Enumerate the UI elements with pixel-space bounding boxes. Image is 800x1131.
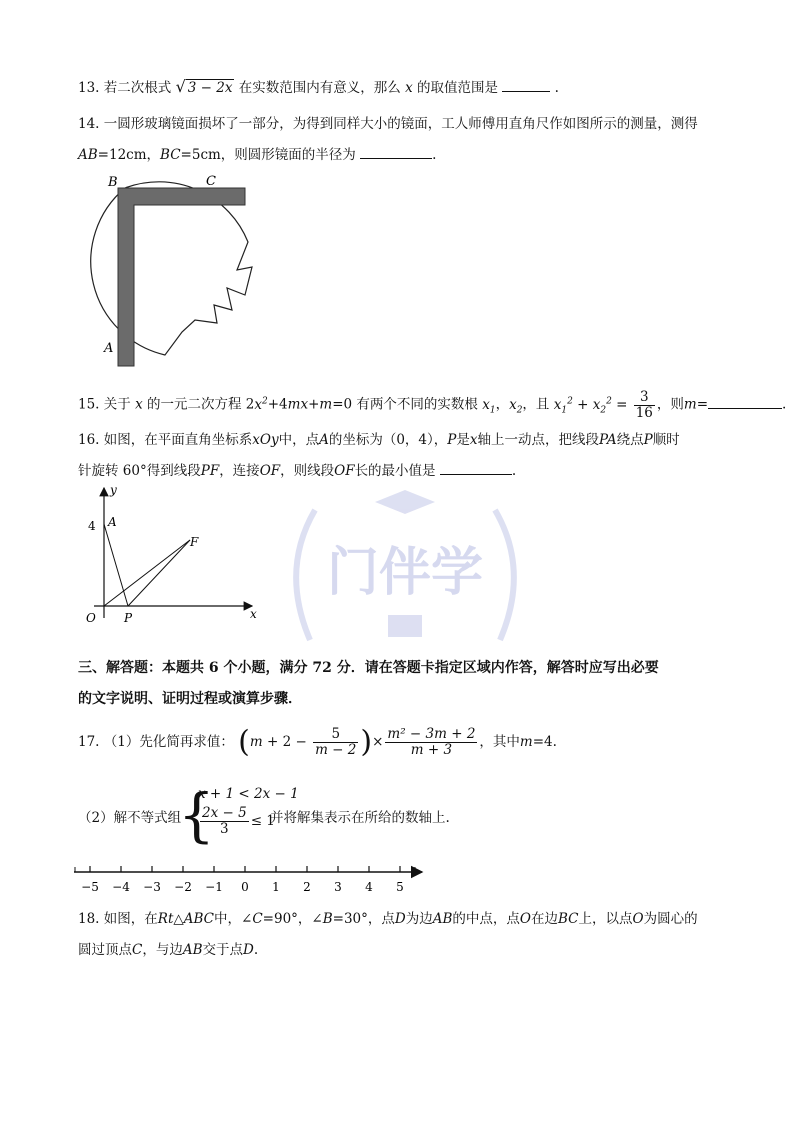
number-line-label: 1 — [272, 880, 280, 894]
label-B: B — [108, 175, 118, 190]
q17-ineq2-frac — [200, 806, 249, 837]
question-14-line1 — [78, 112, 698, 132]
q16-l1f: P — [447, 432, 457, 448]
label-4: 4 — [88, 519, 96, 533]
q16-figure — [80, 478, 270, 632]
q15-x: x — [135, 396, 143, 413]
question-16-line1 — [78, 428, 680, 448]
section-3-header-line2: 的文字说明、证明过程或演算步骤． — [78, 691, 302, 707]
q18-l1g: =30°，点 — [332, 911, 395, 927]
q16-l2a: 针旋转 60°得到线段 — [78, 463, 201, 479]
number-line-label: −1 — [205, 880, 223, 894]
q17-plus2minus: + 2 − — [262, 734, 312, 750]
q16-l1h: x — [469, 432, 478, 448]
q17-right-paren: ) — [360, 724, 373, 760]
q18-l2g: . — [253, 942, 259, 958]
q16-l1g: 是 — [456, 432, 470, 448]
q16-l2g: 长的最小值是 — [354, 463, 436, 479]
q14-ab: AB — [78, 147, 98, 163]
q13-radical: √ 3 − 2x — [175, 77, 233, 96]
q16-answer-blank[interactable] — [440, 462, 512, 475]
q17-m2: m — [519, 734, 533, 750]
number-line-svg[interactable] — [70, 862, 430, 898]
q17-ineq2-den: 3 — [220, 821, 229, 837]
q18-l1b: Rt△ABC — [157, 911, 215, 927]
q15-frac-den: 16 — [635, 404, 653, 421]
q18-l1p: O — [632, 911, 644, 927]
q14-line1: 一圆形玻璃镜面损坏了一部分，为得到同样大小的镜面，工人师傅用直角尺作如图所示的测量，测得 — [103, 116, 698, 132]
q15-x1: $x_1$ — [482, 396, 496, 416]
q16-number: 16. — [78, 432, 100, 448]
q13-var: x — [405, 80, 413, 96]
q15-t2: 的一元二次方程 2 — [147, 396, 255, 413]
segment-AF — [104, 524, 190, 540]
q17-left-paren: ( — [238, 724, 250, 760]
q18-l1m: 在边 — [530, 911, 558, 927]
q15-xsq: $x^2$ — [254, 396, 268, 413]
q18-l1e: =90°，∠ — [262, 911, 323, 927]
q15-fraction — [634, 390, 655, 421]
q18-l1f: B — [322, 911, 333, 927]
q17-part2-label: （2）解不等式组 — [78, 810, 182, 826]
q15-x2: $x_2$ — [509, 396, 523, 416]
q18-l2d: AB — [182, 942, 203, 958]
number-line-label: −5 — [81, 880, 99, 894]
q14-bc: BC — [160, 147, 181, 163]
q13-end: . — [554, 80, 559, 96]
q14-figure — [70, 170, 270, 374]
q13-number: 13. — [78, 80, 100, 96]
q18-l1h: D — [394, 911, 406, 927]
label-A-16: A — [108, 515, 117, 529]
label-F: F — [190, 535, 199, 549]
label-y: y — [110, 483, 117, 497]
q15-t8: ， — [495, 396, 510, 413]
q18-l2c: ，与边 — [142, 942, 183, 958]
q17-fraction1 — [313, 727, 358, 758]
q13-radicand: 3 − 2x — [187, 80, 233, 96]
q17-number: 17. — [78, 734, 100, 750]
number-line-label: 0 — [241, 880, 249, 894]
label-O: O — [86, 611, 96, 625]
q18-l2e: 交于点 — [202, 942, 244, 958]
question-18-line1 — [78, 907, 698, 927]
q17-f2-num: m² − 3m + 2 — [387, 726, 476, 742]
q15-m: m — [683, 396, 697, 413]
watermark-text: 门伴学 — [326, 542, 484, 603]
q17-f2-den: m + 3 — [410, 742, 453, 758]
q15-x1-base: x — [482, 396, 490, 413]
q17-m: m — [249, 734, 263, 750]
number-line-label: −2 — [174, 880, 192, 894]
number-line-label: 2 — [303, 880, 311, 894]
q16-l1m: 顺时 — [652, 432, 680, 448]
q15-end: . — [782, 396, 787, 413]
label-A: A — [104, 341, 114, 356]
q16-l1j: PA — [599, 432, 617, 448]
watermark — [270, 470, 540, 670]
label-C: C — [206, 174, 216, 189]
q18-l1o: 上，以点 — [578, 911, 633, 927]
q16-l2e: ，则线段 — [280, 463, 335, 479]
q18-l1k: 的中点，点 — [452, 911, 520, 927]
q15-number: 15. — [78, 396, 100, 413]
q18-l1c: 中，∠ — [214, 911, 253, 927]
q18-l2a: 圆过顶点 — [78, 942, 132, 958]
q16-l2b: PF — [200, 463, 220, 479]
segment-PF — [128, 540, 190, 606]
watermark-emblem — [270, 470, 540, 670]
number-line-label: −4 — [112, 880, 130, 894]
q14-number: 14. — [78, 116, 100, 132]
q16-l1d: A — [319, 432, 329, 448]
q13-text-mid: 在实数范围内有意义，那么 — [238, 80, 401, 96]
number-line[interactable] — [70, 862, 430, 902]
q17-tail: ，其中 — [479, 734, 520, 750]
q15-t4: mx — [287, 396, 309, 413]
q15-t7: =0 有两个不同的实数根 — [332, 396, 478, 413]
section-3-header-line1: 三、解答题：本题共 6 个小题，满分 72 分．请在答题卡指定区域内作答，解答时应写出必要 — [78, 660, 659, 676]
q15-answer-blank[interactable] — [708, 396, 782, 409]
q15-t6: m — [319, 396, 333, 413]
number-line-label: −3 — [143, 880, 161, 894]
q17-ineq1: x + 1 < 2x − 1 — [198, 786, 299, 802]
q17-tail2: =4. — [532, 734, 557, 750]
question-17-part1 — [78, 722, 557, 763]
q14-bc-val: =5cm，则圆形镜面的半径为 — [180, 147, 356, 163]
q16-l1e: 的坐标为（0，4）， — [328, 432, 448, 448]
q14-answer-blank[interactable] — [360, 146, 432, 159]
number-line-label: 3 — [334, 880, 342, 894]
q17-times: × — [372, 734, 384, 750]
q17-part1-label: （1）先化简再求值： — [103, 734, 234, 750]
q15-sum-squares: $x_1^2 + x_2^2$ = — [553, 396, 628, 416]
q17-ineq2-num: 2x − 5 — [202, 805, 247, 821]
q18-l1l: O — [519, 911, 531, 927]
q18-l1n: BC — [557, 911, 579, 927]
number-line-label: 5 — [396, 880, 404, 894]
q18-l1a: 如图，在 — [103, 911, 158, 927]
question-15 — [78, 383, 786, 428]
segment-PA — [104, 524, 128, 606]
q17-ineq2-rel: ≤ 1 — [250, 813, 275, 829]
label-P: P — [124, 611, 133, 625]
q15-x2-base: x — [509, 396, 517, 413]
right-angle-ruler — [118, 188, 245, 366]
q17-f1-num: 5 — [313, 727, 358, 743]
q17-part2-tail: 并将解集表示在所给的数轴上. — [270, 810, 450, 826]
q18-number: 18. — [78, 911, 100, 927]
q18-l1q: 为圆心的 — [643, 911, 698, 927]
q15-t9: ，且 — [522, 396, 550, 413]
q18-l1j: AB — [432, 911, 453, 927]
q13-answer-blank[interactable] — [502, 79, 550, 92]
q15-t11: = — [696, 396, 709, 413]
question-18-line2 — [78, 938, 258, 958]
q14-ab-val: =12cm， — [97, 147, 161, 163]
q17-brace: { — [178, 781, 215, 849]
question-16-line2 — [78, 459, 516, 479]
question-13 — [78, 76, 559, 96]
q16-l2c: ，连接 — [219, 463, 260, 479]
q13-text-after: 的取值范围是 — [416, 80, 498, 96]
q18-l1d: C — [252, 911, 263, 927]
q17-fraction2 — [385, 727, 477, 758]
q13-text-before: 若二次根式 — [103, 80, 172, 96]
number-line-ticks — [81, 866, 404, 894]
q16-end: . — [511, 463, 517, 479]
mirror-outline — [91, 182, 252, 355]
q17-f1-den: m − 2 — [315, 742, 357, 758]
q15-t1: 关于 — [103, 396, 131, 413]
q16-l2d: OF — [259, 463, 281, 479]
q16-l1a: 如图，在平面直角坐标系 — [103, 432, 253, 448]
q16-l1c: 中，点 — [278, 432, 320, 448]
q15-t5: + — [308, 396, 320, 413]
q17-ineq2 — [198, 806, 275, 837]
q18-l2b: C — [132, 942, 143, 958]
q16-l1b: xOy — [252, 432, 279, 448]
label-x: x — [250, 607, 257, 621]
q15-t10: ，则 — [656, 396, 684, 413]
q18-l2f: D — [243, 942, 254, 958]
q15-t3: +4 — [267, 396, 288, 413]
q16-l1k: 绕点 — [616, 432, 644, 448]
q14-end: . — [432, 147, 437, 163]
segment-OF — [104, 540, 190, 606]
question-14-line2 — [78, 143, 436, 163]
q15-frac-num: 3 — [634, 390, 655, 406]
q16-l2f: OF — [334, 463, 355, 479]
q16-l1l: P — [643, 432, 653, 448]
q18-l1i: 为边 — [405, 911, 433, 927]
number-line-label: 4 — [365, 880, 373, 894]
q16-l1i: 轴上一动点，把线段 — [477, 432, 599, 448]
